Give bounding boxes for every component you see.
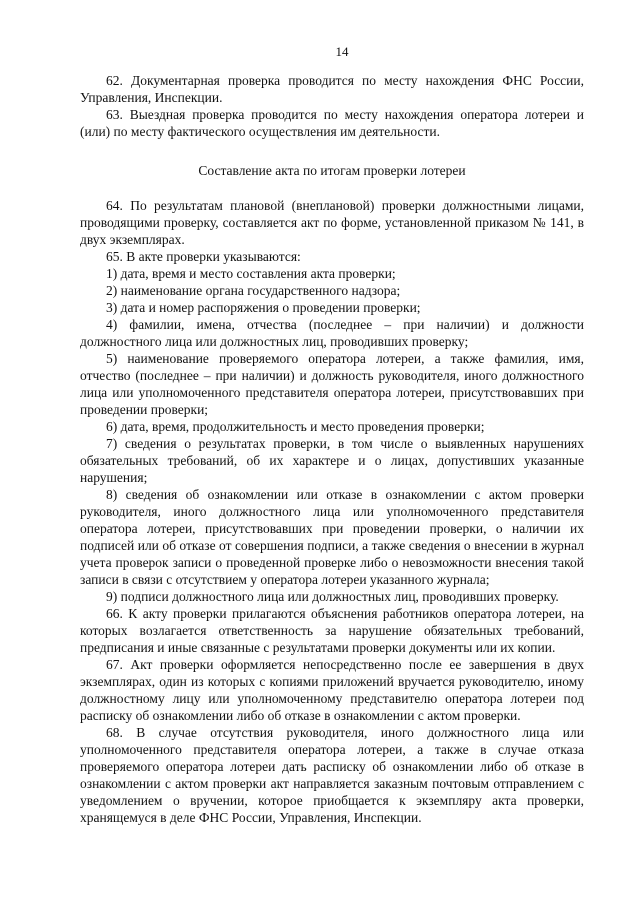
list-item-8: 8) сведения об ознакомлении или отказе в ознакомлении с актом проверки руководителя, иного должностного лица или уполномоченного представителя оператора лотереи, присутствовавших при проведении проверки, о наличии их подписей или об отказе от совершения подписи, а также сведения о внесении в журнал учета проверок записи о проведенной проверке либо о невозможности внесения такой записи в связи с отсутствием у оператора лотереи указанного журнала; bbox=[80, 487, 584, 587]
paragraph-67: 67. Акт проверки оформляется непосредственно после ее завершения в двух экземплярах, один из которых с копиями приложений вручается руководителю, иному должностному лицу или уполномоченному представителю оператора лотереи под расписку об ознакомлении либо об отказе в ознакомлении с актом проверки. bbox=[80, 657, 584, 723]
paragraph-68: 68. В случае отсутствия руководителя, иного должностного лица или уполномоченного представителя оператора лотереи, а также в случае отказа проверяемого оператора лотереи дать расписку об ознакомлении либо об отказе в ознакомлении с актом проверки акт направляется заказным почтовым отправлением с уведомлением о вручении, которое приобщается к экземпляру акта проверки, хранящемуся в деле ФНС России, Управления, Инспекции. bbox=[80, 725, 584, 825]
list-item-1: 1) дата, время и место составления акта проверки; bbox=[106, 266, 396, 281]
list-item-7: 7) сведения о результатах проверки, в том числе о выявленных нарушениях обязательных требований, об их характере и о лицах, допустивших указанные нарушения; bbox=[80, 436, 584, 485]
paragraph-66: 66. К акту проверки прилагаются объяснения работников оператора лотереи, на которых возлагается ответственность за нарушение обязательных требований, предписания и иные связанные с результатами проверки документы или их копии. bbox=[80, 606, 584, 655]
page-number: 14 bbox=[335, 44, 349, 59]
list-item-3: 3) дата и номер распоряжения о проведении проверки; bbox=[106, 300, 421, 315]
section-title: Составление акта по итогам проверки лотереи bbox=[198, 163, 466, 178]
list-item-2: 2) наименование органа государственного надзора; bbox=[106, 283, 401, 298]
list-item-4: 4) фамилии, имена, отчества (последнее – при наличии) и должности должностного лица или должностных лиц, проводивших проверку; bbox=[80, 317, 584, 349]
paragraph-62: 62. Документарная проверка проводится по месту нахождения ФНС России, Управления, Инспекции. bbox=[80, 73, 584, 105]
paragraph-65: 65. В акте проверки указываются: bbox=[106, 249, 301, 264]
list-item-9: 9) подписи должностного лица или должностных лиц, проводивших проверку. bbox=[106, 589, 559, 604]
paragraph-63: 63. Выездная проверка проводится по месту нахождения оператора лотереи и (или) по месту фактического осуществления им деятельности. bbox=[80, 107, 584, 139]
list-item-6: 6) дата, время, продолжительность и место проведения проверки; bbox=[106, 419, 485, 434]
list-item-5: 5) наименование проверяемого оператора лотереи, а также фамилия, имя, отчество (последнее – при наличии) и должность руководителя, иного должностного лица или уполномоченного представителя оператора лотереи, присутствовавших при проведении проверки; bbox=[80, 351, 584, 417]
paragraph-64: 64. По результатам плановой (внеплановой) проверки должностными лицами, проводящими проверку, составляется акт по форме, установленной приказом № 141, в двух экземплярах. bbox=[80, 198, 584, 247]
